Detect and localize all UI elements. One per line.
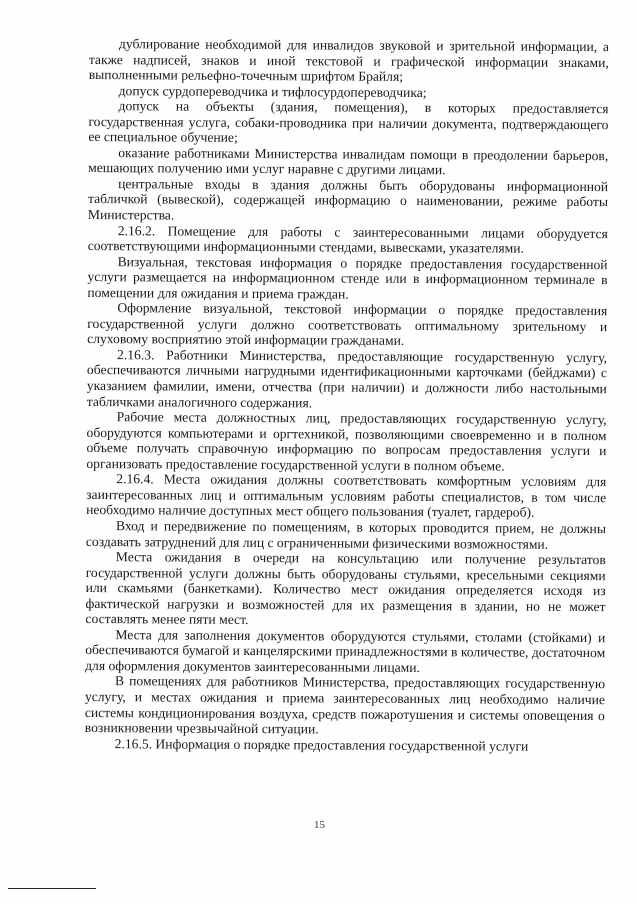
paragraph-staff-assistance: оказание работниками Министерства инвалидам помощи в преодолении барьеров, мешающих получению ими услуг наравне с другими лицами. <box>88 145 609 178</box>
paragraph-guide-dog: допуск на объекты (здания, помещения), в которых предоставляется государственная услуга, собаки-проводника при наличии документа, подтверждающего ее специальное обучение; <box>88 98 609 146</box>
footnote-divider <box>8 888 96 889</box>
paragraph-form-filling: Места для заполнения документов оборудуются стульями, столами (стойками) и обеспечиваются бумагой и канцелярскими принадлежностями в количестве, достаточном для оформления документов заинтересованными лицами. <box>85 626 606 675</box>
paragraph-2-16-2: 2.16.2. Помещение для работы с заинтересованными лицами оборудуется соответствующими информационными стендами, вывесками, указателями. <box>87 222 608 256</box>
paragraph-2-16-4: 2.16.4. Места ожидания должны соответствовать комфортным условиям для заинтересованных лиц и оптимальным условиям работы специалистов, в том числе необходимо наличие доступных мест общего пользования (туалет, гардероб). <box>86 471 607 521</box>
paragraph-waiting-seats: Места ожидания в очереди на консультацию или получение результатов государственной услуги должны быть оборудованы стульями, кресельными секциями или скамьями (банкетками). Количество мест ожидания определяется исходя из фактической нагрузки и возможностей для их размещения в здании, но не может составлять менее пяти мест. <box>85 549 606 628</box>
paragraph-accessibility: Вход и передвижение по помещениям, в которых проводится прием, не должны создавать затруднений для лиц с ограниченными физическими возможностями. <box>85 518 607 552</box>
document-body <box>85 36 609 754</box>
paragraph-entrance-signage: центральные входы в здания должны быть оборудованы информационной табличкой (вывеской), содержащей информацию о наименовании, режиме работы Министерства. <box>87 176 609 223</box>
paragraph-conditioning: В помещениях для работников Министерства, предоставляющих государственную услугу, и местах ожидания и приема заинтересованных лиц необходимо наличие системы кондиционирования воздуха, средств пожаротушения и системы оповещения о возникновении чрезвычайной ситуации. <box>84 673 606 737</box>
paragraph-visual-info: Визуальная, текстовая информация о порядке предоставления государственной услуги размещается на информационном стенде или в информационном терминале в помещении для ожидания и приема граждан. <box>87 253 608 302</box>
paragraph-2-16-5: 2.16.5. Информация о порядке предоставления государственной услуги <box>114 735 529 754</box>
page-number: 15 <box>314 819 325 831</box>
paragraph-2-16-3: 2.16.3. Работники Министерства, предоставляющие государственную услугу, обеспечиваются личными нагрудными идентификационными карточками (бейджами) с указанием фамилии, имени, отчества (при наличии) и должности либо настольными табличками аналогичного содержания. <box>86 347 608 410</box>
paragraph-braille: дублирование необходимой для инвалидов звуковой и зрительной информации, а также надписей, знаков и иной текстовой и графической информации знаками, выполненными рельефно-точечным шрифтом Брайля; <box>88 36 609 85</box>
paragraph-sign-interpreter: допуск сурдопереводчика и тифлосурдопереводчика; <box>118 82 427 100</box>
paragraph-info-design: Оформление визуальной, текстовой информации о порядке предоставления государственной услуги должно соответствовать оптимальному зрительному и слуховому восприятию этой информации гражданами. <box>87 300 608 349</box>
paragraph-workplaces: Рабочие места должностных лиц, предоставляющих государственную услугу, оборудуются компьютерами и оргтехникой, позволяющими своевременно и в полном объеме получать справочную информацию по вопросам предоставления услуги и организовать предоставление государственной услуги в полном объеме. <box>86 409 607 474</box>
